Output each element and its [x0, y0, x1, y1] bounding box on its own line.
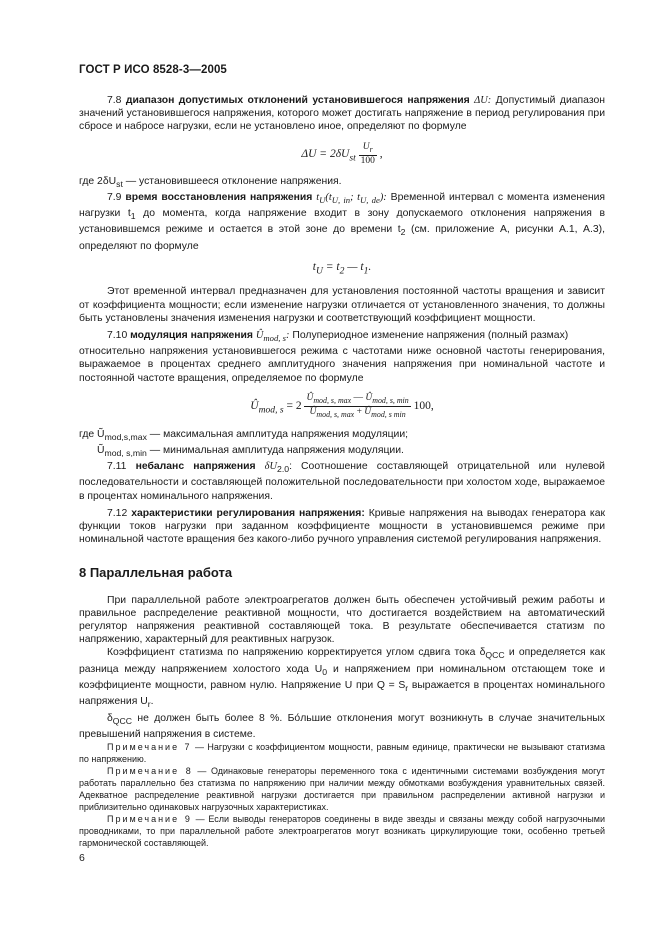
- formula-rhs-a: = t: [325, 260, 340, 273]
- t1-sub: 1: [130, 211, 136, 222]
- clause-term: небаланс напряжения: [135, 461, 256, 473]
- formula-t2-sub: 2: [339, 265, 345, 277]
- f-minus: —: [353, 392, 363, 403]
- note-7: [79, 741, 605, 765]
- where1-sub: mod,s,max: [104, 431, 147, 442]
- clause-symbol: [316, 192, 386, 203]
- para2-a: Коэффициент статизма по напряжению корректируется углом сдвига тока δ: [107, 647, 486, 659]
- para3-b: не должен быть более 8 %. Бо́льшие отклонения могут возникнуть в случае значительных превышений напряжения в системе.: [79, 712, 605, 740]
- formula-t1-sub: 1: [363, 265, 369, 277]
- f-lhs-sub: mod, s: [258, 404, 284, 416]
- clause-text: Допустимый диапазон значений установившегося напряжения, которого может достигать напряжение в период регулирования при сбросе и набросе нагрузки, если не установлено иное, определяют по формуле: [79, 95, 605, 133]
- note-8-text: — Одинаковые генераторы переменного тока с идентичными системами возбуждения могут работать параллельно без статизма по напряжению при наличии между обмотками возбуждения уравнительных связей. Адекватное распределение реактивной нагрузки достигается при правильном распределении активной нагрузки и приблизительно одинаковых нагрузочных характеристиках.: [79, 766, 605, 813]
- symbol-colon: :: [286, 329, 290, 341]
- para2-sub2: 0: [322, 666, 328, 677]
- clause-number: 7.9: [107, 191, 122, 203]
- note-9: [79, 813, 605, 849]
- symbol-close: ):: [379, 191, 387, 203]
- para2-e: .: [150, 696, 154, 708]
- clause-term: диапазон допустимых отклонений установившегося напряжения: [125, 95, 470, 106]
- symbol-sub: U: [319, 194, 326, 205]
- fraction-numerator-sub: r: [369, 144, 373, 154]
- para2-c: и напряжением при номинальном отстающем токе и коэффициенте мощности, равном нулю. Напряжение U при Q = S: [79, 663, 605, 692]
- formula-t-sub: U: [315, 265, 323, 277]
- clause-7-8: [79, 94, 605, 134]
- f-num-a-sub: mod, s, max: [313, 395, 352, 405]
- f-den-a-sub: mod, s, max: [316, 409, 355, 419]
- note-9-label: Примечание 9: [107, 814, 192, 825]
- clause-text-a: Временной интервал с момента изменения нагрузки t: [79, 191, 606, 220]
- note-9-text: — Если выводы генераторов соединены в виде звезды и связаны между собой нагрузочными проводниками, то при параллельной работе электроагрегатов могут возникать циркулирующие токи, особенно третьей гармонической составляющей.: [79, 814, 605, 849]
- clause-symbol: ΔU:: [474, 95, 492, 106]
- section-8-para1: При параллельной работе электроагрегатов должен быть обеспечен устойчивый режим работы и правильное распределение реактивной мощности, что достигается воздействием на автоматический регулятор напряжения реактивной составляющей тока. В результате обеспечивается статизм по напряжению, характерный для реактивных нагрузок.: [79, 594, 605, 646]
- symbol-t: t: [316, 191, 320, 203]
- fraction-numerator: U: [362, 141, 370, 152]
- where1-text: — максимальная амплитуда напряжения модуляции;: [149, 428, 409, 440]
- clause-symbol-sub: 2.0: [277, 464, 290, 475]
- where-sub: st: [116, 178, 123, 189]
- where-symbol: где 2δU: [79, 175, 117, 187]
- section-8-para2: [79, 646, 605, 711]
- symbol-sub: mod, s: [263, 333, 286, 344]
- formula-u-mod: [79, 393, 605, 420]
- clause-7-9-para2: Этот временной интервал предназначен для установления постоянной частоты вращения и зависит от коэффициента мощности; если изменение нагрузки отличается от установленного значения, то должны быть установлены значения изменения нагрузки и соответствующий коэффициент мощности.: [79, 286, 605, 324]
- f-lhs: Û: [250, 399, 259, 412]
- formula-t-u: [79, 261, 605, 278]
- f-den-b-sub: mod, s min: [371, 409, 406, 419]
- where-7-10-b: [79, 444, 605, 460]
- para2-sub3: r: [405, 683, 409, 694]
- note-7-text: — Нагрузки с коэффициентом мощности, равным единице, практически не вызывают статизма по напряжению.: [79, 742, 605, 765]
- clause-7-12: [79, 507, 605, 547]
- where2-sub: mod, s,min: [104, 447, 147, 458]
- clause-7-11: [79, 460, 605, 503]
- clause-7-10: [79, 329, 605, 345]
- where2-symbol: Ũ: [97, 444, 105, 456]
- fraction-denominator: 100: [360, 155, 375, 166]
- para2-sub1: QCC: [485, 650, 505, 661]
- clause-symbol: δU: [264, 461, 278, 473]
- symbol-sep: ; t: [350, 191, 361, 203]
- note-7-label: Примечание 7: [107, 742, 192, 753]
- page-content: [79, 94, 605, 849]
- clause-7-9: [79, 191, 605, 253]
- section-8-para3: [79, 712, 605, 741]
- formula-sub: st: [349, 152, 356, 163]
- clause-text: Кривые напряжения на выводах генератора как функции токов нагрузки при заданном коэффициенте мощности в установившемся режиме при номинальной частоте вращения без какого-либо ручного управления системой регулирования напряжения.: [79, 507, 606, 546]
- clause-text-b: до момента, когда напряжение входит в зону допускаемого отклонения напряжения в установившемся режиме и остается в этой зоне до времени t: [79, 208, 605, 236]
- para3-sub: QCC: [112, 715, 133, 726]
- standard-header: ГОСТ Р ИСО 8528-3—2005: [79, 64, 227, 76]
- clause-text-c: (см. приложение А, рисунки А.1, А.3), определяют по формуле: [79, 224, 606, 252]
- clause-number: 7.12: [107, 507, 128, 519]
- clause-term: модуляция напряжения: [130, 329, 253, 341]
- clause-number: 7.11: [107, 461, 127, 473]
- formula-lhs: ΔU = 2δU: [301, 147, 350, 160]
- para3-a: δ: [107, 712, 113, 724]
- clause-term: время восстановления напряжения: [125, 191, 313, 203]
- formula-t: t: [312, 260, 316, 273]
- clause-7-10-cont: относительно напряжения установившегося режима с частотами ниже основной частоты генерирования, выражаемое в процентах среднего амплитудного значения напряжения при номинальной частоте и постоянной частоте вращения, определяемое по формуле: [79, 346, 605, 384]
- f-den-b: Û: [364, 406, 372, 417]
- t2-sub: 2: [400, 227, 406, 238]
- clause-text: : Соотношение составляющей отрицательной или нулевой последовательности и составляющей положительной последовательности при холостом ходе, выражаемое в процентах номинального напряжения.: [79, 461, 605, 502]
- formula-rhs-b: — t: [347, 260, 364, 273]
- clause-text-a: Полупериодное изменение напряжения (полный размах): [292, 329, 569, 341]
- clause-symbol: [255, 329, 290, 344]
- arg1-sub: U, in: [331, 194, 351, 205]
- formula-fraction: [359, 142, 377, 167]
- para2-d: выражается в процентах номинального напряжения U: [79, 680, 605, 708]
- note-8: [79, 765, 605, 813]
- symbol-u: Û: [255, 329, 264, 341]
- f-num-a: Û: [306, 392, 314, 403]
- f-tail: 100,: [413, 399, 434, 412]
- para2-sub4: r: [147, 699, 151, 710]
- note-8-label: Примечание 8: [107, 766, 193, 777]
- f-num-b-sub: mod, s, min: [372, 395, 409, 405]
- f-num-b: Û: [365, 392, 373, 403]
- clause-number: 7.10: [107, 329, 128, 341]
- clause-number: 7.8: [107, 95, 122, 106]
- formula-end: .: [368, 260, 372, 273]
- section-8-title: 8 Параллельная работа: [79, 565, 233, 581]
- page-number: 6: [79, 852, 85, 864]
- formula-delta-u: $\Delta U = 2\delta U_{st}$ $\frac{U_r}{100}$ ,: [301, 141, 383, 166]
- arg2-sub: U, de: [360, 194, 380, 205]
- where1-symbol: где Ũ: [79, 428, 105, 440]
- clause-term: характеристики регулирования напряжения:: [131, 507, 365, 519]
- where-7-10-a: [79, 428, 605, 444]
- para2-b: и определяется как разница между напряжением холостого хода U: [79, 647, 605, 675]
- f-fraction: [304, 393, 410, 420]
- where2-text: — минимальная амплитуда напряжения модуляции.: [149, 444, 404, 456]
- f-eq: = 2: [286, 399, 302, 412]
- where-7-8: [79, 175, 605, 191]
- f-plus: +: [356, 406, 362, 417]
- f-den-a: Û: [309, 406, 317, 417]
- where-text: — установившееся отклонение напряжения.: [125, 175, 342, 187]
- symbol-args: (t: [325, 191, 332, 203]
